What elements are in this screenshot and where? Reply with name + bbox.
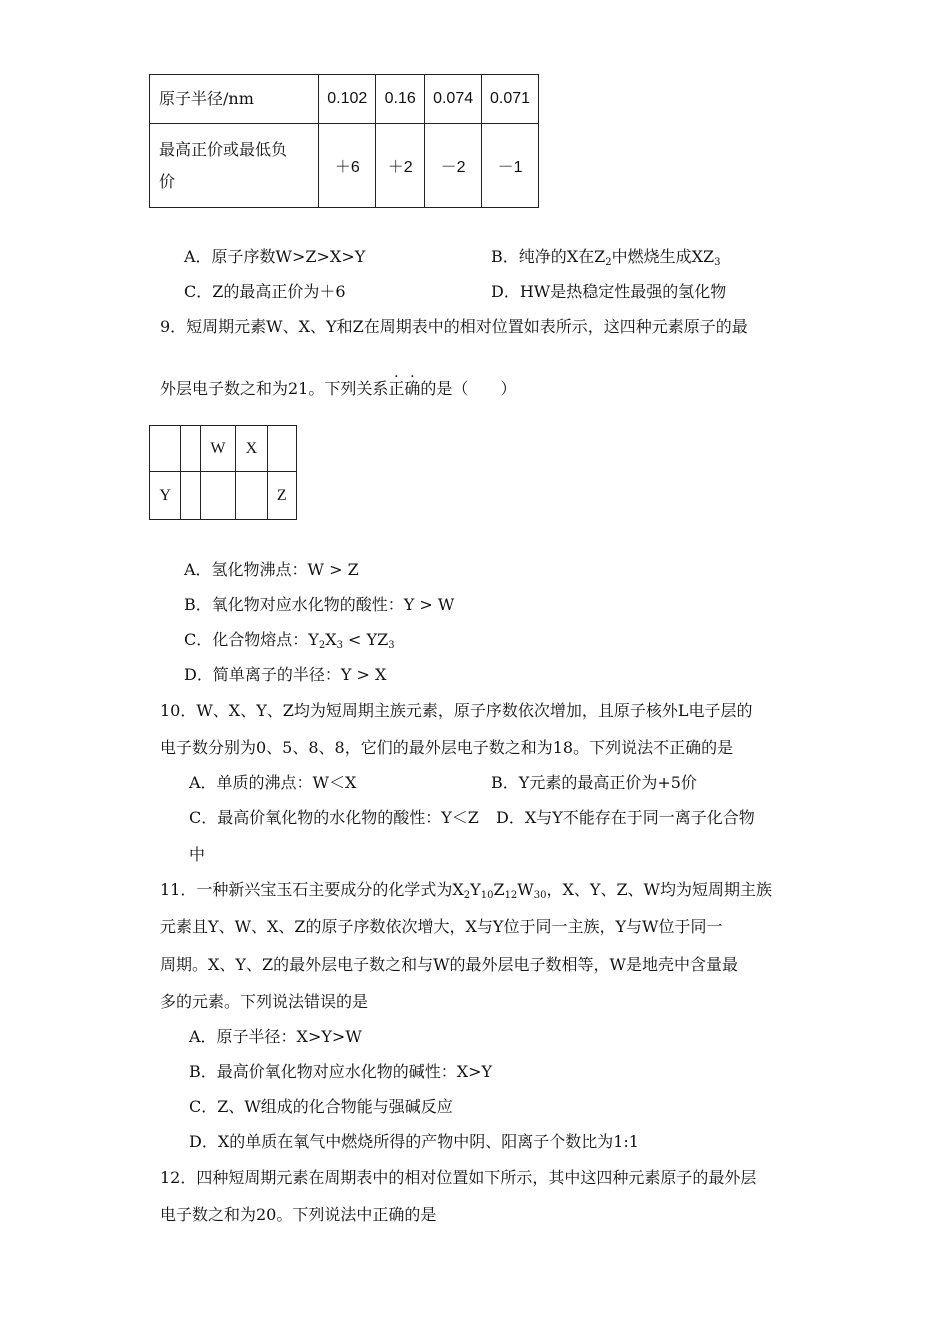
table-cell: －2 <box>425 124 482 208</box>
q11-option-b: B．最高价氧化物对应水化物的碱性：X>Y <box>189 1062 493 1081</box>
grid-cell <box>150 426 181 472</box>
q8-option-a: A．原子序数W>Z>X>Y <box>184 247 366 266</box>
q9-stem-line2 <box>160 379 516 399</box>
table-cell: －1 <box>482 124 539 208</box>
q9-option-b: B．氧化物对应水化物的酸性：Y > W <box>184 595 455 614</box>
q10-option-d: D．X与Y不能存在于同一离子化合物 <box>496 808 755 827</box>
subscript: 2 <box>605 257 612 268</box>
q9-stem-line1: 9．短周期元素W、X、Y和Z在周期表中的相对位置如表所示，这四种元素原子的最 <box>160 317 748 336</box>
q11-stem-line2: 元素且Y、W、X、Z的原子序数依次增大，X与Y位于同一主族，Y与W位于同一 <box>160 917 723 936</box>
grid-cell <box>181 472 200 520</box>
subscript: 2 <box>463 890 471 901</box>
q8-option-b-text: 中燃烧生成XZ <box>611 247 715 266</box>
q8-option-b <box>491 247 721 267</box>
table-cell: 0.16 <box>376 75 425 124</box>
grid-cell <box>200 472 235 520</box>
q11-stem-line4: 多的元素。下列说法错误的是 <box>160 992 369 1011</box>
q9-stem-text: 的是（ ） <box>420 379 517 398</box>
table-cell: 0.102 <box>319 75 376 124</box>
q12-stem-line1: 12．四种短周期元素在周期表中的相对位置如下所示，其中这四种元素原子的最外层 <box>160 1168 757 1187</box>
q8-option-c: C．Z的最高正价为＋6 <box>184 282 346 301</box>
formula-part: W <box>517 880 534 899</box>
table-cell: 0.074 <box>425 75 482 124</box>
q11-option-c: C．Z、W组成的化合物能与强碱反应 <box>189 1097 453 1116</box>
grid-cell <box>267 426 296 472</box>
subscript: 3 <box>714 257 721 268</box>
subscript: 3 <box>388 640 395 651</box>
grid-cell: Y <box>150 472 181 520</box>
emphasis-char: 正 <box>388 379 405 398</box>
grid-cell <box>236 472 267 520</box>
periodic-position-table <box>149 425 297 520</box>
q8-option-b-text: B．纯净的X在Z <box>491 247 606 266</box>
row-label-radius: 原子半径/nm <box>150 75 319 124</box>
subscript: 12 <box>504 890 518 901</box>
subscript: 10 <box>480 890 494 901</box>
q9-option-c-text: < YZ <box>342 630 389 649</box>
formula-part: Y <box>470 880 481 899</box>
q9-option-a: A．氢化物沸点：W > Z <box>184 560 359 579</box>
emphasis-char: 确 <box>404 379 421 398</box>
q11-stem-line3: 周期。X、Y、Z的最外层电子数之和与W的最外层电子数相等，W是地壳中含量最 <box>160 955 738 974</box>
q10-option-d-cont: 中 <box>189 845 206 864</box>
q9-stem-text: 外层电子数之和为21。下列关系 <box>160 379 389 398</box>
grid-cell: X <box>236 426 267 472</box>
q11-stem-text: ，X、Y、Z、W均为短周期主族 <box>546 880 773 899</box>
q11-option-d: D．X的单质在氧气中燃烧所得的产物中阴、阳离子个数比为1:1 <box>189 1132 639 1151</box>
row-label-line: 价 <box>159 171 176 191</box>
formula-part: Z <box>493 880 505 899</box>
q12-stem-line2: 电子数之和为20。下列说法中正确的是 <box>160 1205 437 1224</box>
q11-stem-text: 11．一种新兴宝玉石主要成分的化学式为X <box>160 880 464 899</box>
subscript: 2 <box>318 640 326 651</box>
q8-option-d: D．HW是热稳定性最强的氢化物 <box>491 282 727 301</box>
q9-option-c-text: X <box>325 630 337 649</box>
q9-option-d: D．简单离子的半径：Y > X <box>184 665 387 684</box>
q10-option-b: B．Y元素的最高正价为+5价 <box>491 773 697 792</box>
q10-option-c: C．最高价氧化物的水化物的酸性：Y＜Z <box>189 808 479 827</box>
table-cell: ＋6 <box>319 124 376 208</box>
q9-option-c <box>184 630 395 650</box>
table-cell: 0.071 <box>482 75 539 124</box>
q9-option-c-text: C．化合物熔点：Y <box>184 630 319 649</box>
grid-cell: W <box>200 426 235 472</box>
grid-cell: Z <box>267 472 296 520</box>
atomic-property-table <box>149 74 539 208</box>
subscript: 3 <box>336 640 343 651</box>
q11-option-a: A．原子半径：X>Y>W <box>189 1027 362 1046</box>
row-label-valence <box>150 124 319 208</box>
grid-cell <box>181 426 200 472</box>
q10-option-a: A．单质的沸点：W＜X <box>189 773 357 792</box>
q11-stem-line1 <box>160 880 772 900</box>
q10-stem-line1: 10．W、X、Y、Z均为短周期主族元素，原子序数依次增加，且原子核外L电子层的 <box>160 701 753 720</box>
subscript: 30 <box>533 890 547 901</box>
q10-stem-line2: 电子数分别为0、5、8、8，它们的最外层电子数之和为18。下列说法不正确的是 <box>160 738 734 757</box>
row-label-line: 最高正价或最低负 <box>159 139 288 159</box>
table-cell: ＋2 <box>376 124 425 208</box>
